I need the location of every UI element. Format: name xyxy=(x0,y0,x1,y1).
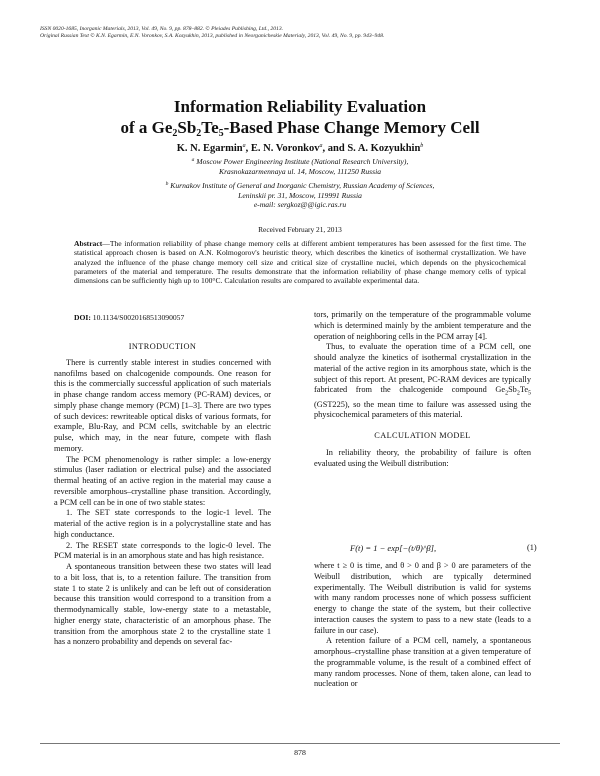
equation-1: F(t) = 1 − exp[−(t/θ)^β], xyxy=(350,543,437,553)
paragraph: 2. The RESET state corresponds to the logic-0 level. The PCM material is in an amorphous state and has high resistance. xyxy=(54,540,271,561)
doi: DOI: 10.1134/S0020168513090057 xyxy=(74,313,185,322)
paragraph: where t ≥ 0 is time, and θ > 0 and β > 0 are parameters of the Weibull distribution, which are typically determined experimentally. The Weibull distribution is valid for systems with many random processes none of which possess sufficient energy to change the state of the system, but their collective interaction causes the system to pass to a new state (leads to a failure in our case). xyxy=(314,561,531,635)
abstract: Abstract—The information reliability of phase change memory cells at different ambient temperatures has been assessed for the first time. The statistical approach chosen is based on A.N. Kolmogorov's heuristic theory, which describes the kinetics of isothermal crystallization. We have analyzed the influence of the phase change memory cell size and critical size of crystalline nuclei, which depends on the physicochemical parameters of the material and temperature. The results demonstrate that the information reliability of phase change memory cells of typical dimensions can be sufficiently high up to 100°C. Calculation results are compared to available experimental data. xyxy=(74,239,526,286)
received-date: Received February 21, 2013 xyxy=(258,225,342,234)
left-column xyxy=(54,342,271,648)
header-line-2: Original Russian Text © K.N. Egarmin, E.N. Voronkov, S.A. Kozyukhin, 2013, published in Neorganicheskie Materialy, 2013, Vol. 49, No. 9, pp. 943–948. xyxy=(40,33,385,40)
paragraph: The PCM phenomenology is rather simple: a low-energy stimulus (laser radiation or electrical pulse) and the associated thermal heating of an active region in the material may cause a reversible amorphous–crystalline phase transition. Accordingly, a PCM cell can be in one of two stable states: xyxy=(54,454,271,507)
paragraph: In reliability theory, the probability of failure is often evaluated using the Weibull distribution: xyxy=(314,447,531,468)
journal-header xyxy=(40,26,560,41)
paragraph: A spontaneous transition between these two states will lead to a bit loss, that is, to a retention failure. The transition from state 1 to state 2 is unlikely and can be left out of consideration because this transition would correspond to a transition from a thermodynamically stable, low-energy state to a metastable, higher energy state, characteristic of an amorphous phase. The transition from the amorphous state 2 to the crystalline state 1 has a nonzero probability and depends on several fac- xyxy=(54,562,271,647)
equation-number: (1) xyxy=(527,543,537,552)
email-address: e-mail: sergkoz@@igic.ras.ru xyxy=(253,200,347,210)
paragraph: A retention failure of a PCM cell, namely, a spontaneous amorphous–crystalline phase transition at a given temperature of the programmable volume, is the result of a combined effect of many random processes. None of them, taken alone, can lead to nucleation or xyxy=(314,636,531,689)
paragraph: tors, primarily on the temperature of the programmable volume which is determined mainly by the ambient temperature and the operation of neighboring cells in the PCM array [4]. xyxy=(314,310,531,341)
author-name: S. A. Kozyukhin xyxy=(347,143,421,154)
paragraph: There is currently stable interest in studies concerned with nanofilms based on chalcogenide compounds. One reason for this is the commercially successful application of such materials in phase change random access memory (PC-RAM) devices, or simply phase change memory (PCM) [1–3]. There are two types of such devices: rewriteable optical disks of various formats, for example, Blu-Ray, and PCM cells, switchable by an electric pulse, which may, in the near future, compete with flash memory. xyxy=(54,357,271,453)
footer-rule xyxy=(40,743,560,744)
page-number: 878 xyxy=(294,748,306,757)
paper-title xyxy=(40,96,560,138)
header-line-1: ISSN 0020-1685, Inorganic Materials, 2013, Vol. 49, No. 9, pp. 878–882. © Pleiades Publishing, Ltd., 2013. xyxy=(40,26,284,32)
author-list: K. N. Egarmin$^a$, E. N. Voronkov$^a$, and S. A. Kozyukhin$^b$ xyxy=(176,143,424,154)
author-name: K. N. Egarmin xyxy=(176,143,243,154)
paragraph: Thus, to evaluate the operation time of a PCM cell, one should analyze the kinetics of isothermal crystallization in the material of the active region in its amorphous state, which is the subject of this report. At present, PC-RAM devices are typically fabricated from the chalcogenide compound $Ge_2Sb_2Te_5$ (GST225), so the mean time to failure was assessed using the physicochemical parameters of this material. xyxy=(314,342,531,420)
title-line-1: Information Reliability Evaluation xyxy=(173,97,427,116)
affiliation-a: $^a$ Moscow Power Engineering Institute (National Research University), Krasnokazarmennaya ul. 14, Moscow, 111250 Russia xyxy=(191,157,409,176)
right-column-bottom xyxy=(314,561,531,690)
affiliation-b: $^b$ Kurnakov Institute of General and Inorganic Chemistry, Russian Academy of Sciences, Leninskii pr. 31, Moscow, 119991 Russia e-mail: sergkoz@@igic.ras.ru xyxy=(100,181,500,210)
section-heading: INTRODUCTION xyxy=(128,342,197,351)
author-name: E. N. Voronkov xyxy=(250,143,320,154)
section-heading: CALCULATION MODEL xyxy=(374,431,471,441)
paragraph: 1. The SET state corresponds to the logic-1 level. The material of the active region is in a polycrystalline state and has high conductance. xyxy=(54,508,271,539)
title-line-2: of a $Ge_2Sb_2Te_5$-Based Phase Change Memory Cell xyxy=(120,118,480,139)
right-column-top xyxy=(314,310,531,469)
